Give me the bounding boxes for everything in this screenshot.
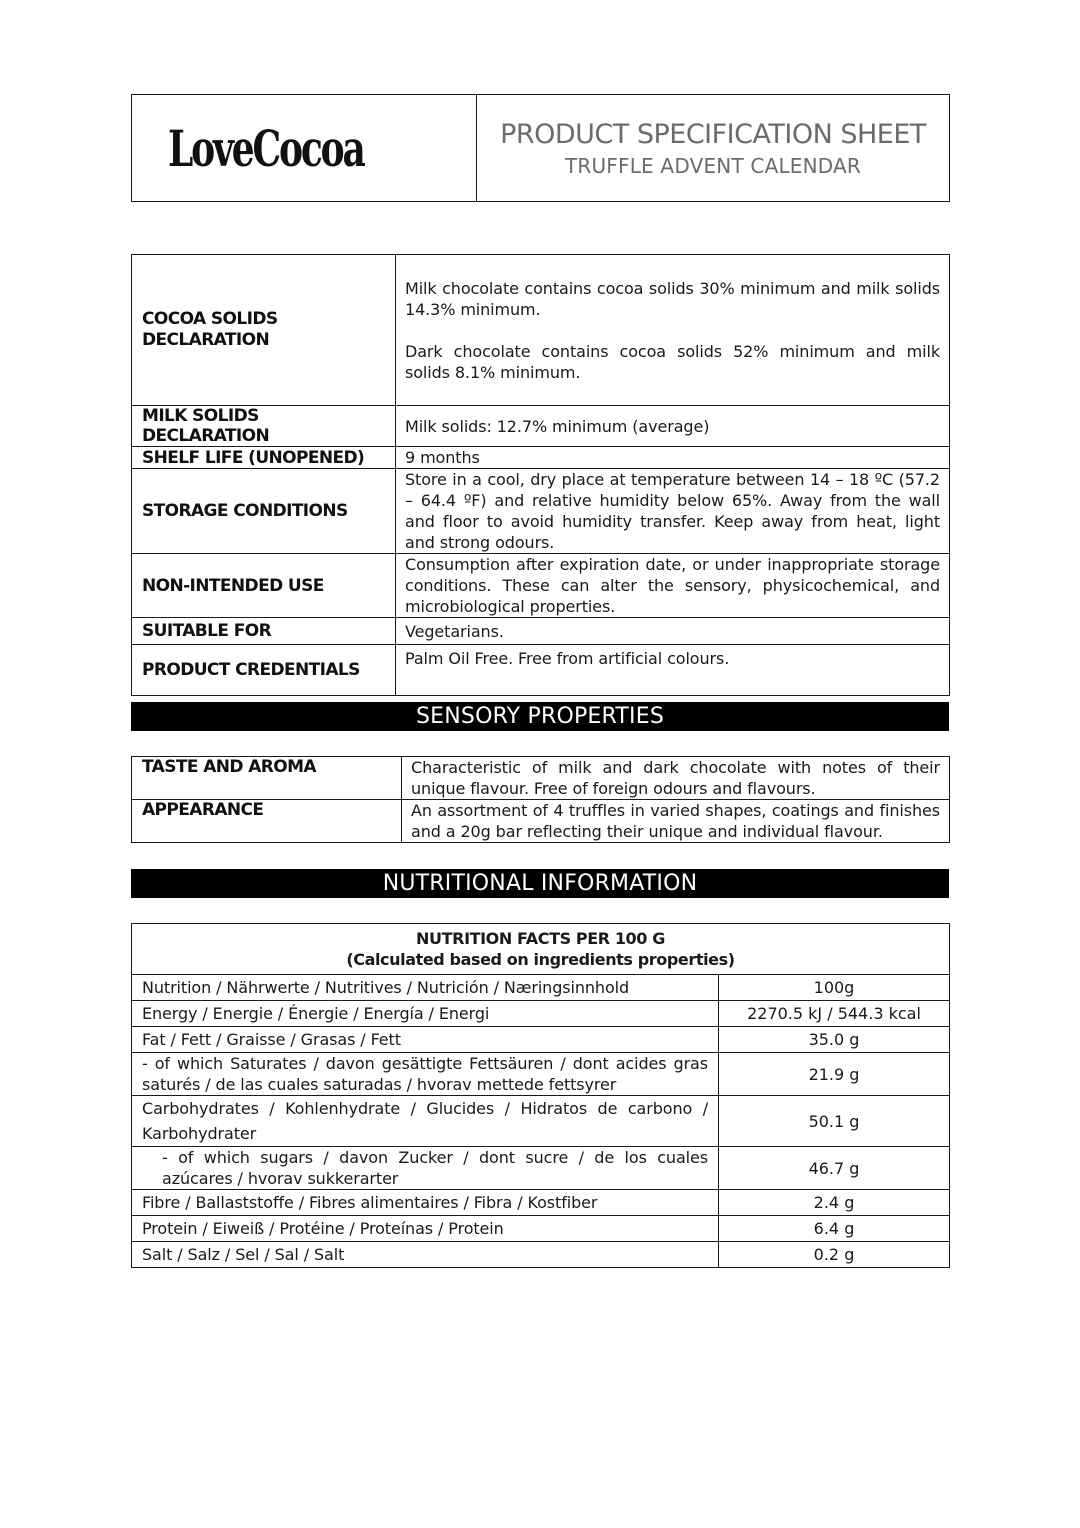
nonuse-label: NON-INTENDED USE — [132, 554, 396, 618]
nutrient-value: 50.1 g — [719, 1096, 950, 1147]
nutrient-value: 21.9 g — [719, 1053, 950, 1096]
spec-row-shelf — [132, 447, 950, 469]
milk-value: Milk solids: 12.7% minimum (average) — [396, 406, 950, 447]
nutrient-label: Fat / Fett / Graisse / Grasas / Fett — [132, 1027, 719, 1053]
logo-cell — [132, 95, 477, 202]
appearance-value: An assortment of 4 truffles in varied shapes, coatings and finishes and a 20g bar reflecting their unique and individual flavour. — [402, 800, 950, 843]
nonuse-value: Consumption after expiration date, or under inappropriate storage conditions. These can alter the sensory, physicochemical, and microbiological properties. — [396, 554, 950, 618]
nutrient-label: - of which Saturates / davon gesättigte Fettsäuren / dont acides gras saturés / de las cuales saturadas / hvorav mettede fettsyrer — [132, 1053, 719, 1096]
shelf-label: SHELF LIFE (UNOPENED) — [132, 447, 396, 469]
taste-value: Characteristic of milk and dark chocolate with notes of their unique flavour. Free of foreign odours and flavours. — [402, 757, 950, 800]
nutrient-label: - of which sugars / davon Zucker / dont sucre / de los cuales azúcares / hvorav sukkerarter — [132, 1147, 719, 1190]
appearance-label: APPEARANCE — [132, 800, 402, 843]
spec-row-milk — [132, 406, 950, 447]
taste-label: TASTE AND AROMA — [132, 757, 402, 800]
spec-row-suitable — [132, 618, 950, 645]
table-row — [132, 1027, 950, 1053]
sensory-table — [131, 756, 950, 843]
cocoa-value — [396, 255, 950, 406]
nutrition-table-subtitle: (Calculated based on ingredients properties) — [346, 950, 735, 969]
table-row — [132, 1147, 950, 1190]
nutrient-value: 2.4 g — [719, 1190, 950, 1216]
table-row — [132, 975, 950, 1001]
suitable-value: Vegetarians. — [396, 618, 950, 645]
table-row — [132, 1053, 950, 1096]
credentials-value: Palm Oil Free. Free from artificial colours. — [396, 645, 950, 696]
sheet-title: PRODUCT SPECIFICATION SHEET — [500, 118, 926, 150]
header-table — [131, 94, 950, 202]
cocoa-dark-text: Dark chocolate contains cocoa solids 52% minimum and milk solids 8.1% minimum. — [405, 341, 940, 382]
shelf-value: 9 months — [396, 447, 950, 469]
sheet-subtitle: TRUFFLE ADVENT CALENDAR — [564, 153, 862, 178]
nutrient-label: Protein / Eiweiß / Protéine / Proteínas / Protein — [132, 1216, 719, 1242]
sensory-row-taste — [132, 757, 950, 800]
storage-label: STORAGE CONDITIONS — [132, 469, 396, 554]
nutrient-value: 6.4 g — [719, 1216, 950, 1242]
nutrient-value: 35.0 g — [719, 1027, 950, 1053]
nutrition-table-title: NUTRITION FACTS PER 100 G — [416, 929, 665, 948]
table-row — [132, 1216, 950, 1242]
nutrition-title-cell — [132, 924, 950, 975]
title-cell — [477, 95, 950, 202]
table-row — [132, 1190, 950, 1216]
cocoa-label: COCOA SOLIDS DECLARATION — [132, 255, 396, 406]
milk-label: MILK SOLIDS DECLARATION — [132, 406, 396, 447]
nutrient-value: 0.2 g — [719, 1242, 950, 1268]
table-row — [132, 1001, 950, 1027]
sensory-row-appearance — [132, 800, 950, 843]
table-row — [132, 1096, 950, 1147]
nutrient-label: Salt / Salz / Sel / Sal / Salt — [132, 1242, 719, 1268]
specification-table — [131, 254, 950, 696]
nutrient-label: Carbohydrates / Kohlenhydrate / Glucides / Hidratos de carbono / Karbohydrater — [132, 1096, 719, 1147]
brand-logo: LoveCocoa — [168, 118, 364, 178]
spec-row-credentials — [132, 645, 950, 696]
storage-value: Store in a cool, dry place at temperature between 14 – 18 ºC (57.2 – 64.4 ºF) and relative humidity below 65%. Away from the wall and floor to avoid humidity transfer. Keep away from heat, light and strong odours. — [396, 469, 950, 554]
nutrition-heading: NUTRITIONAL INFORMATION — [131, 869, 949, 898]
nutrient-value: 46.7 g — [719, 1147, 950, 1190]
spec-row-nonuse — [132, 554, 950, 618]
spec-row-storage — [132, 469, 950, 554]
sensory-heading: SENSORY PROPERTIES — [131, 702, 949, 731]
spec-row-cocoa — [132, 255, 950, 406]
nutrient-label: Fibre / Ballaststoffe / Fibres alimentaires / Fibra / Kostfiber — [132, 1190, 719, 1216]
nutrient-value: 2270.5 kJ / 544.3 kcal — [719, 1001, 950, 1027]
suitable-label: SUITABLE FOR — [132, 618, 396, 645]
nutrition-title-row — [132, 924, 950, 975]
table-row — [132, 1242, 950, 1268]
nutrient-value: 100g — [719, 975, 950, 1001]
cocoa-milk-text: Milk chocolate contains cocoa solids 30% minimum and milk solids 14.3% minimum. — [405, 278, 940, 319]
nutrient-label: Nutrition / Nährwerte / Nutritives / Nutrición / Næringsinnhold — [132, 975, 719, 1001]
nutrient-label: Energy / Energie / Énergie / Energía / Energi — [132, 1001, 719, 1027]
credentials-label: PRODUCT CREDENTIALS — [132, 645, 396, 696]
nutrition-table — [131, 923, 950, 1268]
